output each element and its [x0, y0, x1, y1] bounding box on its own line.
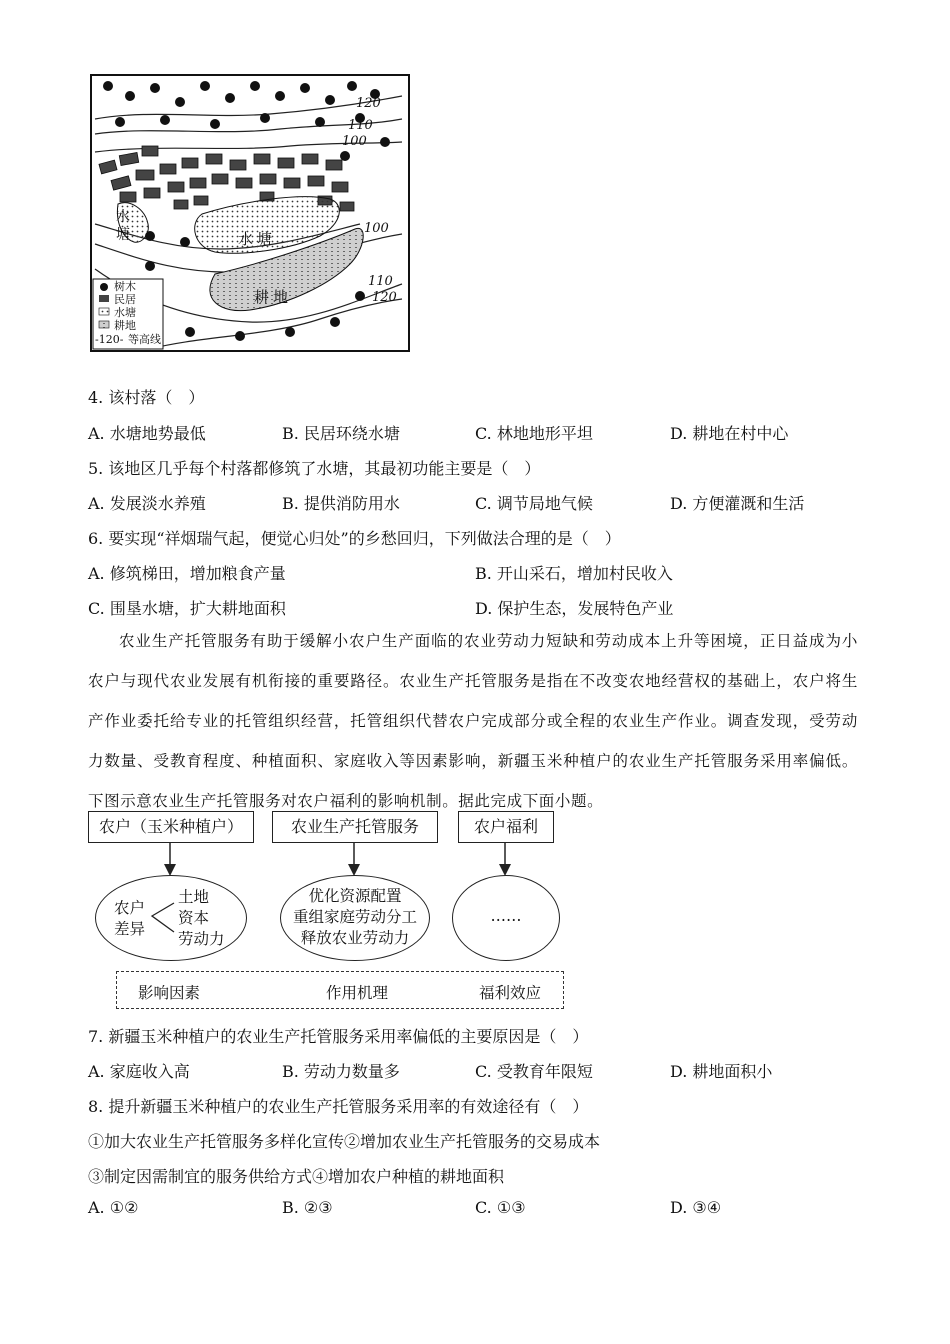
pond-big-label: 水塘	[238, 230, 277, 248]
label-factors: 影响因素	[138, 984, 201, 1002]
q7-option-b: B. 劳动力数量多	[282, 1062, 400, 1081]
legend-house-label: 民居	[114, 293, 136, 306]
q8-stem: 8. 提升新疆玉米种植户的农业生产托管服务采用率的有效途径有（ ）	[88, 1097, 589, 1116]
q4-option-a: A. 水塘地势最低	[88, 424, 206, 443]
q5-stem: 5. 该地区几乎每个村落都修筑了水塘，其最初功能主要是（ ）	[88, 459, 541, 478]
q8-option-c: C. ①③	[475, 1198, 526, 1217]
contour-label-110: 110	[348, 118, 373, 133]
q7-option-c: C. 受教育年限短	[475, 1062, 593, 1081]
q7-stem: 7. 新疆玉米种植户的农业生产托管服务采用率偏低的主要原因是（ ）	[88, 1027, 589, 1046]
q8-option-a: A. ①②	[88, 1198, 139, 1217]
legend-tree-label: 树木	[114, 280, 136, 293]
contour-label-120: 120	[356, 96, 381, 111]
passage-text: 农业生产托管服务有助于缓解小农户生产面临的农业劳动力短缺和劳动成本上升等困境，正日益成为小农户与现代农业发展有机衔接的重要路径。农业生产托管服务是指在不改变农地经营权的基础上，农户将生产作业委托给专业的托管组织经营，托管组织代替农户完成部分或全程的农业生产作业。调查发现，受劳动力数量、受教育程度、种植面积、家庭收入等因素影响，新疆玉米种植户的农业生产托管服务采用率偏低。下图示意农业生产托管服务对农户福利的影响机制。据此完成下面小题。	[88, 632, 858, 810]
box-farmer: 农户（玉米种植户）	[88, 811, 254, 843]
e3-text: ……	[490, 907, 522, 925]
q6-option-b: B. 开山采石，增加村民收入	[475, 564, 673, 583]
legend-pond-label: 水塘	[114, 306, 136, 319]
e1-right-line1: 土地	[178, 888, 210, 906]
label-welfare: 福利效应	[479, 984, 542, 1002]
box-service: 农业生产托管服务	[272, 811, 438, 843]
legend-farm-label: 耕地	[114, 319, 136, 332]
q6-stem: 6. 要实现“祥烟瑞气起，便觉心归处”的乡愁回归，下列做法合理的是（ ）	[88, 529, 621, 548]
q7-option-d: D. 耕地面积小	[670, 1062, 773, 1081]
legend-contour-label: 等高线	[128, 333, 161, 346]
e1-right-line2: 资本	[178, 909, 210, 927]
pond-small-label: 水塘	[116, 209, 130, 243]
q8-items-1: ①加大农业生产托管服务多样化宣传②增加农业生产托管服务的交易成本	[88, 1132, 601, 1151]
contour-label-100: 100	[342, 134, 367, 149]
e2-line1: 优化资源配置	[308, 887, 402, 905]
e1-right-line3: 劳动力	[178, 930, 225, 948]
contour-label-right-100: 100	[364, 221, 389, 236]
e2-line3: 释放农业劳动力	[300, 929, 410, 947]
label-mechanism: 作用机理	[326, 984, 389, 1002]
e1-left-line2: 差异	[114, 920, 146, 938]
q5-option-d: D. 方便灌溉和生活	[670, 494, 805, 513]
q6-option-c: C. 围垦水塘，扩大耕地面积	[88, 599, 286, 618]
q4-option-d: D. 耕地在村中心	[670, 424, 789, 443]
q5-option-c: C. 调节局地气候	[475, 494, 593, 513]
legend-contour-value: -120-	[95, 333, 124, 346]
q6-option-d: D. 保护生态，发展特色产业	[475, 599, 674, 618]
farmland-label: 耕地	[254, 288, 293, 306]
box-welfare: 农户福利	[458, 811, 554, 843]
q5-option-a: A. 发展淡水养殖	[88, 494, 206, 513]
contour-label-right-120: 120	[372, 290, 397, 305]
q5-option-b: B. 提供消防用水	[282, 494, 400, 513]
q4-option-b: B. 民居环绕水塘	[282, 424, 400, 443]
q8-option-d: D. ③④	[670, 1198, 722, 1217]
q7-option-a: A. 家庭收入高	[88, 1062, 190, 1081]
e2-line2: 重组家庭劳动分工	[292, 908, 417, 926]
q4-stem: 4. 该村落（ ）	[88, 388, 205, 407]
q8-items-2: ③制定因需制宜的服务供给方式④增加农户种植的耕地面积	[88, 1167, 505, 1186]
contour-label-right-110: 110	[368, 274, 393, 289]
q6-option-a: A. 修筑梯田，增加粮食产量	[88, 564, 286, 583]
e1-left-line1: 农户	[114, 899, 146, 917]
q4-option-c: C. 林地地形平坦	[475, 424, 593, 443]
q8-option-b: B. ②③	[282, 1198, 333, 1217]
